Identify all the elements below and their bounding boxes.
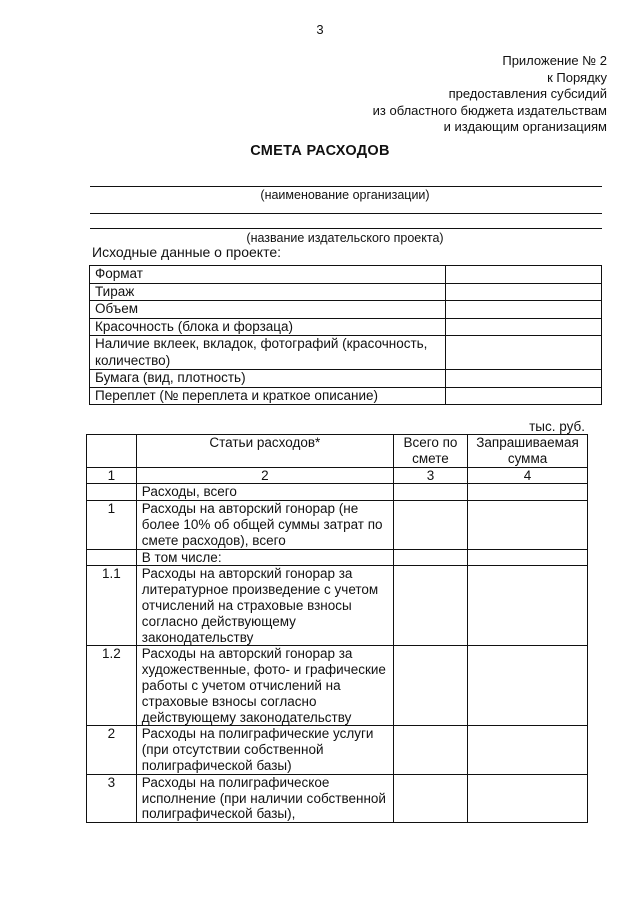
expense-item-cell: Расходы на авторский гонорар за литературное произведение с учетом отчислений на страховые взносы согласно действующему законодательству	[136, 566, 393, 646]
source-row-label: Красочность (блока и форзаца)	[90, 318, 446, 336]
table-row	[87, 549, 588, 566]
appendix-line: Приложение № 2	[502, 53, 607, 68]
appendix-line: из областного бюджета издательствам	[372, 102, 607, 118]
source-data-table	[89, 265, 602, 405]
header-cell: Всего по смете	[393, 435, 467, 468]
table-header-row	[87, 435, 588, 468]
page-number: 3	[316, 22, 324, 37]
project-name-line	[90, 213, 602, 214]
requested-amount-cell	[468, 484, 588, 501]
appendix-note	[373, 53, 607, 136]
expense-item-cell: Расходы на полиграфические услуги (при отсутствии собственной полиграфической базы)	[136, 726, 393, 774]
expense-item-cell: Расходы на полиграфическое исполнение (при наличии собственной полиграфической базы),	[136, 774, 393, 822]
source-row-value	[446, 266, 602, 284]
source-row-value	[446, 370, 602, 388]
column-number-row	[87, 467, 588, 484]
source-row-value	[446, 283, 602, 301]
table-row	[90, 301, 602, 319]
total-amount-cell	[393, 501, 467, 549]
org-name-caption: (наименование организации)	[260, 188, 430, 202]
expense-item-cell: Расходы на авторский гонорар за художественные, фото- и графические работы с учетом отчислений на страховые взносы согласно действующему законодательству	[136, 646, 393, 726]
requested-amount-cell	[468, 501, 588, 549]
requested-amount-cell	[468, 549, 588, 566]
source-row-value	[446, 387, 602, 405]
row-number-cell	[87, 549, 137, 566]
table-row	[90, 283, 602, 301]
header-cell: Статьи расходов*	[136, 435, 393, 468]
project-name-caption: (название издательского проекта)	[246, 231, 444, 245]
source-data-label: Исходные данные о проекте:	[92, 244, 282, 260]
row-number-cell: 1.2	[87, 646, 137, 726]
source-row-value	[446, 301, 602, 319]
total-amount-cell	[393, 484, 467, 501]
source-row-label: Объем	[90, 301, 446, 319]
total-amount-cell	[393, 774, 467, 822]
currency-unit: тыс. руб.	[529, 419, 585, 434]
table-row	[87, 566, 588, 646]
total-amount-cell	[393, 646, 467, 726]
source-row-label: Формат	[90, 266, 446, 284]
source-row-value	[446, 318, 602, 336]
table-row	[90, 318, 602, 336]
column-number-cell: 2	[136, 467, 393, 484]
row-number-cell	[87, 484, 137, 501]
source-row-label: Тираж	[90, 283, 446, 301]
appendix-line: к Порядку	[547, 69, 607, 85]
total-amount-cell	[393, 726, 467, 774]
project-name-line	[90, 228, 602, 229]
table-row	[90, 387, 602, 405]
requested-amount-cell	[468, 566, 588, 646]
row-number-cell: 1	[87, 501, 137, 549]
table-row	[90, 266, 602, 284]
expense-item-cell: Расходы на авторский гонорар (не более 10% об общей суммы затрат по смете расходов), всего	[136, 501, 393, 549]
header-cell: Запрашиваемая сумма	[468, 435, 588, 468]
row-number-cell: 3	[87, 774, 137, 822]
org-name-line	[90, 186, 602, 187]
appendix-line: и издающим организациям	[443, 119, 607, 134]
table-row	[87, 646, 588, 726]
expense-table	[86, 434, 588, 823]
table-row	[87, 484, 588, 501]
total-amount-cell	[393, 549, 467, 566]
source-row-label: Наличие вклеек, вкладок, фотографий (красочность, количество)	[90, 336, 446, 370]
column-number-cell: 3	[393, 467, 467, 484]
table-row	[87, 501, 588, 549]
expense-item-cell: В том числе:	[136, 549, 393, 566]
table-row	[87, 774, 588, 822]
requested-amount-cell	[468, 726, 588, 774]
source-row-value	[446, 336, 602, 370]
header-cell	[87, 435, 137, 468]
source-row-label: Бумага (вид, плотность)	[90, 370, 446, 388]
column-number-cell: 1	[87, 467, 137, 484]
row-number-cell: 1.1	[87, 566, 137, 646]
appendix-line: предоставления субсидий	[448, 86, 607, 101]
document-title: СМЕТА РАСХОДОВ	[250, 143, 390, 159]
source-row-label: Переплет (№ переплета и краткое описание)	[90, 387, 446, 405]
table-row	[90, 336, 602, 370]
requested-amount-cell	[468, 646, 588, 726]
row-number-cell: 2	[87, 726, 137, 774]
table-row	[90, 370, 602, 388]
requested-amount-cell	[468, 774, 588, 822]
column-number-cell: 4	[468, 467, 588, 484]
table-row	[87, 726, 588, 774]
expense-item-cell: Расходы, всего	[136, 484, 393, 501]
total-amount-cell	[393, 566, 467, 646]
